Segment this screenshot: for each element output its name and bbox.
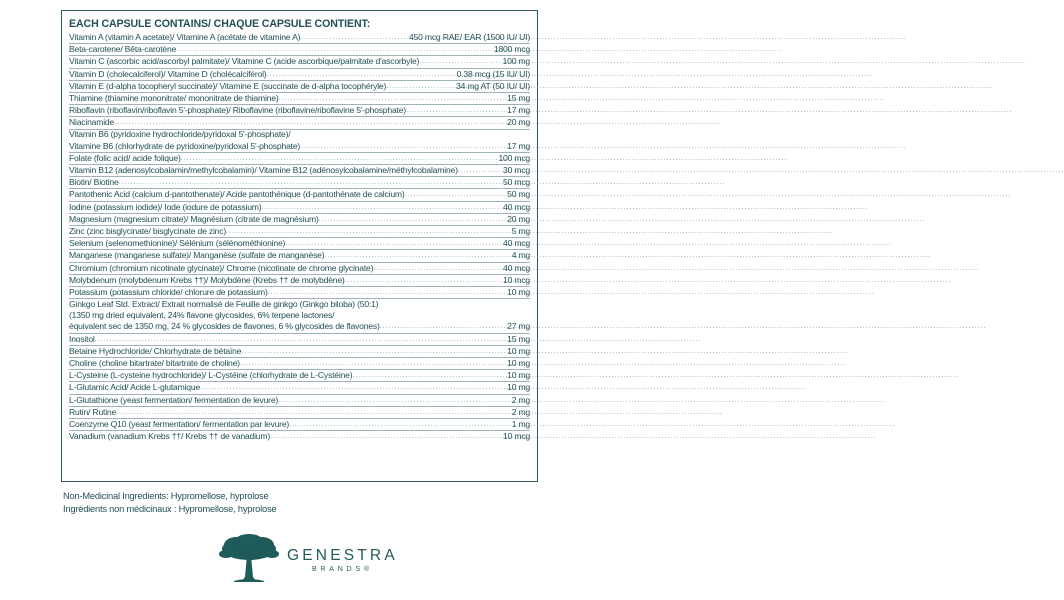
ingredient-amount: 20 mg — [507, 117, 530, 128]
ingredient-amount: 20 mg — [507, 213, 530, 224]
ingredient-name: L-Glutathione (yeast fermentation/ fermentation de levure) — [69, 394, 279, 405]
ingredient-name: Betaine Hydrochloride/ Chlorhydrate de bétaïne — [69, 345, 242, 356]
leader-dots — [386, 81, 454, 92]
ingredient-row — [69, 69, 530, 81]
ingredient-amount: 1 mg — [511, 418, 530, 429]
ingredient-name: Chromium (chromium nicotinate glycinate)/ Chrome (nicotinate de chrome glycinate) — [69, 262, 374, 273]
ingredient-name: (1350 mg dried equivalent, 24% flavone glycosides, 6% terpene lactones/ — [69, 310, 335, 321]
ingredient-name: Iodine (potassium iodide)/ Iode (iodure de potassium) — [69, 201, 262, 212]
ingredient-amount: 15 mg — [507, 333, 530, 344]
leader-dots — [324, 250, 509, 261]
ingredient-name: Niacinamide — [69, 117, 115, 128]
ingredient-name: L-Glutamic Acid/ Acide L-glutamique — [69, 382, 201, 393]
ingredient-row — [69, 81, 530, 93]
ingredient-row — [69, 117, 530, 129]
ingredient-row — [69, 299, 530, 310]
ingredient-row — [69, 189, 530, 201]
ingredient-name: Ginkgo Leaf Std. Extract/ Extrait normalisé de Feuille de ginkgo (Ginkgo biloba) (50:1) — [69, 299, 379, 310]
ingredient-name: Rutin/ Rutine — [69, 406, 117, 417]
ingredient-amount: 15 mg — [507, 92, 530, 103]
ingredient-amount: 2 mg — [511, 394, 530, 405]
ingredient-name: Folate (folic acid/ acide folique) — [69, 152, 181, 163]
ingredient-amount: 0.38 mcg (15 IU/ UI) — [456, 68, 530, 79]
ingredient-row — [69, 310, 530, 321]
ingredient-row — [69, 177, 530, 189]
ingredient-amount: 10 mg — [507, 345, 530, 356]
ingredient-amount: 4 mg — [511, 250, 530, 261]
leader-dots — [268, 287, 506, 298]
leader-dots — [345, 275, 501, 286]
ingredient-amount: 5 mg — [511, 225, 530, 236]
ingredient-name: Pantothenic Acid (calcium d-pantothenate)/ Acide pantothénique (d-pantothénate de calcium) — [69, 189, 405, 200]
ingredient-name: Selenium (selenomethionine)/ Sélénium (sélénométhionine) — [69, 238, 286, 249]
leader-dots — [116, 407, 510, 418]
ingredient-amount: 2 mg — [511, 406, 530, 417]
leader-dots — [240, 358, 505, 369]
non-medicinal-en: Non-Medicinal Ingredients: Hypromellose, hyprolose — [63, 491, 269, 501]
leader-dots — [95, 334, 505, 345]
ingredient-amount: 30 mcg — [503, 165, 530, 176]
ingredient-row — [69, 370, 530, 382]
leader-dots — [300, 141, 505, 152]
leader-dots — [405, 189, 506, 200]
ingredient-row — [69, 419, 530, 431]
ingredient-name: Manganese (manganese sulfate)/ Manganèse (sulfate de manganèse) — [69, 250, 325, 261]
ingredient-amount: 17 mg — [507, 140, 530, 151]
ingredient-row — [69, 250, 530, 262]
ingredient-amount: 10 mg — [507, 358, 530, 369]
ingredient-amount: 10 mcg — [503, 274, 530, 285]
ingredient-row — [69, 202, 530, 214]
tree-icon — [218, 533, 280, 587]
ingredient-row — [69, 275, 530, 287]
ingredient-row — [69, 346, 530, 358]
ingredient-name: Potassium (potassium chloride/ chlorure de potassium) — [69, 286, 268, 297]
ingredient-row — [69, 56, 530, 68]
leader-dots — [119, 177, 501, 188]
ingredient-name: Vanadium (vanadium Krebs ††/ Krebs †† de vanadium) — [69, 431, 270, 442]
ingredient-amount: 40 mcg — [503, 238, 530, 249]
leader-dots — [300, 32, 407, 43]
ingredient-row — [69, 165, 530, 177]
ingredient-name: Vitamin A (vitamin A acetate)/ Vitamine A (acétate de vitamine A) — [69, 31, 301, 42]
ingredient-amount: 10 mg — [507, 370, 530, 381]
ingredient-row — [69, 105, 530, 117]
leader-dots — [373, 263, 501, 274]
ingredient-amount: 10 mg — [507, 286, 530, 297]
ingredient-amount: 10 mcg — [503, 431, 530, 442]
ingredient-name: Magnesium (magnesium citrate)/ Magnésium (citrate de magnésium) — [69, 213, 319, 224]
ingredient-amount: 34 mg AT (50 IU/ UI) — [455, 80, 530, 91]
brand-subtitle: BRANDS® — [311, 566, 373, 573]
leader-dots — [270, 431, 501, 442]
ingredient-row — [69, 93, 530, 105]
non-medicinal-ingredients — [63, 490, 276, 516]
ingredient-name: Riboflavin (riboflavin/riboflavin 5'-phosphate)/ Riboflavine (riboflavine/riboflavine 5'-phosphate) — [69, 105, 406, 116]
ingredient-name: Choline (choline bitartrate/ bitartrate de choline) — [69, 358, 240, 369]
ingredient-name: Vitamin B6 (pyridoxine hydrochloride/pyridoxal 5'-phosphate)/ — [69, 129, 291, 140]
ingredient-row — [69, 226, 530, 238]
leader-dots — [266, 69, 454, 80]
leader-dots — [285, 238, 501, 249]
ingredient-name: Biotin/ Biotine — [69, 177, 119, 188]
supplement-facts-panel — [61, 10, 538, 482]
ingredient-amount: 40 mcg — [503, 201, 530, 212]
leader-dots — [226, 226, 510, 237]
ingredient-name: Thiamine (thiamine mononitrate/ mononitrate de thiamine) — [69, 92, 279, 103]
ingredient-row — [69, 287, 530, 299]
brand-text — [287, 547, 398, 573]
ingredient-amount: 27 mg — [507, 321, 530, 332]
ingredient-row — [69, 431, 530, 442]
ingredient-row — [69, 407, 530, 419]
ingredient-amount: 100 mcg — [498, 152, 530, 163]
ingredient-name: Zinc (zinc bisglycinate/ bisglycinate de zinc) — [69, 225, 227, 236]
ingredient-name: L-Cysteine (L-cysteine hydrochloride)/ L-Cystéine (chlorhydrate de L-Cystéine) — [69, 370, 353, 381]
ingredient-name: Vitamin C (ascorbic acid/ascorbyl palmitate)/ Vitamine C (acide ascorbique/palmitate d'ascorbyle) — [69, 56, 420, 67]
leader-dots — [200, 382, 505, 393]
leader-dots — [289, 419, 510, 430]
ingredient-amount: 17 mg — [507, 105, 530, 116]
leader-dots — [419, 56, 500, 67]
ingredient-row — [69, 358, 530, 370]
ingredient-row — [69, 238, 530, 250]
ingredient-row — [69, 395, 530, 407]
leader-dots — [176, 44, 492, 55]
brand-name: GENESTRA — [287, 547, 398, 564]
leader-dots — [278, 93, 505, 104]
ingredient-name: Molybdenum (molybdenum Krebs ††)/ Molybdène (Krebs †† de molybdène) — [69, 274, 345, 285]
ingredient-amount: 1800 mcg — [493, 44, 530, 55]
ingredient-name: Vitamin D (cholecalciferol)/ Vitamine D (cholécalciférol) — [69, 68, 267, 79]
ingredient-amount: 50 mg — [507, 189, 530, 200]
leader-dots — [181, 153, 497, 164]
ingredient-amount: 10 mg — [507, 382, 530, 393]
ingredient-row — [69, 44, 530, 56]
ingredient-name: Inositol — [69, 333, 95, 344]
ingredient-row — [69, 130, 530, 141]
panel-heading: EACH CAPSULE CONTAINS/ CHAQUE CAPSULE CONTIENT: — [69, 18, 371, 30]
ingredient-amount: 40 mcg — [503, 262, 530, 273]
leader-dots — [458, 165, 501, 176]
ingredient-amount: 100 mg — [502, 56, 530, 67]
ingredient-amount: 50 mcg — [503, 177, 530, 188]
ingredient-name: Beta-carotene/ Bêta-carotène — [69, 44, 177, 55]
ingredient-row — [69, 153, 530, 165]
leader-dots — [114, 117, 505, 128]
ingredient-amount: 450 mcg RAE/ EAR (1500 IU/ UI) — [408, 31, 530, 42]
leader-dots — [261, 202, 501, 213]
ingredient-row — [69, 263, 530, 275]
ingredient-name: Vitamin E (d-alpha tocopheryl succinate)/ Vitamine E (succinate de d-alpha tocophéryle) — [69, 80, 387, 91]
ingredient-row — [69, 334, 530, 346]
ingredient-list — [69, 32, 530, 442]
leader-dots — [380, 321, 505, 332]
ingredient-row — [69, 382, 530, 394]
non-medicinal-fr: Ingrédients non médicinaux : Hypromellose, hyprolose — [63, 504, 277, 514]
ingredient-row — [69, 32, 530, 44]
leader-dots — [352, 370, 505, 381]
brand-logo — [218, 533, 398, 587]
ingredient-row — [69, 322, 530, 334]
ingredient-row — [69, 214, 530, 226]
leader-dots — [241, 346, 505, 357]
leader-dots — [406, 105, 505, 116]
ingredient-name: Vitamine B6 (chlorhydrate de pyridoxine/pyridoxal 5'-phosphate) — [69, 140, 301, 151]
ingredient-row — [69, 141, 530, 153]
leader-dots — [278, 395, 510, 406]
ingredient-name: Coenzyme Q10 (yeast fermentation/ fermentation par levure) — [69, 418, 290, 429]
ingredient-name: équivalent sec de 1350 mg, 24 % glycosides de flavones, 6 % glycosides de flavones) — [69, 321, 380, 332]
leader-dots — [319, 214, 506, 225]
ingredient-name: Vitamin B12 (adenosylcobalamin/methylcobalamin)/ Vitamine B12 (adénosylcobalamine/méthylcobalamine) — [69, 165, 458, 176]
